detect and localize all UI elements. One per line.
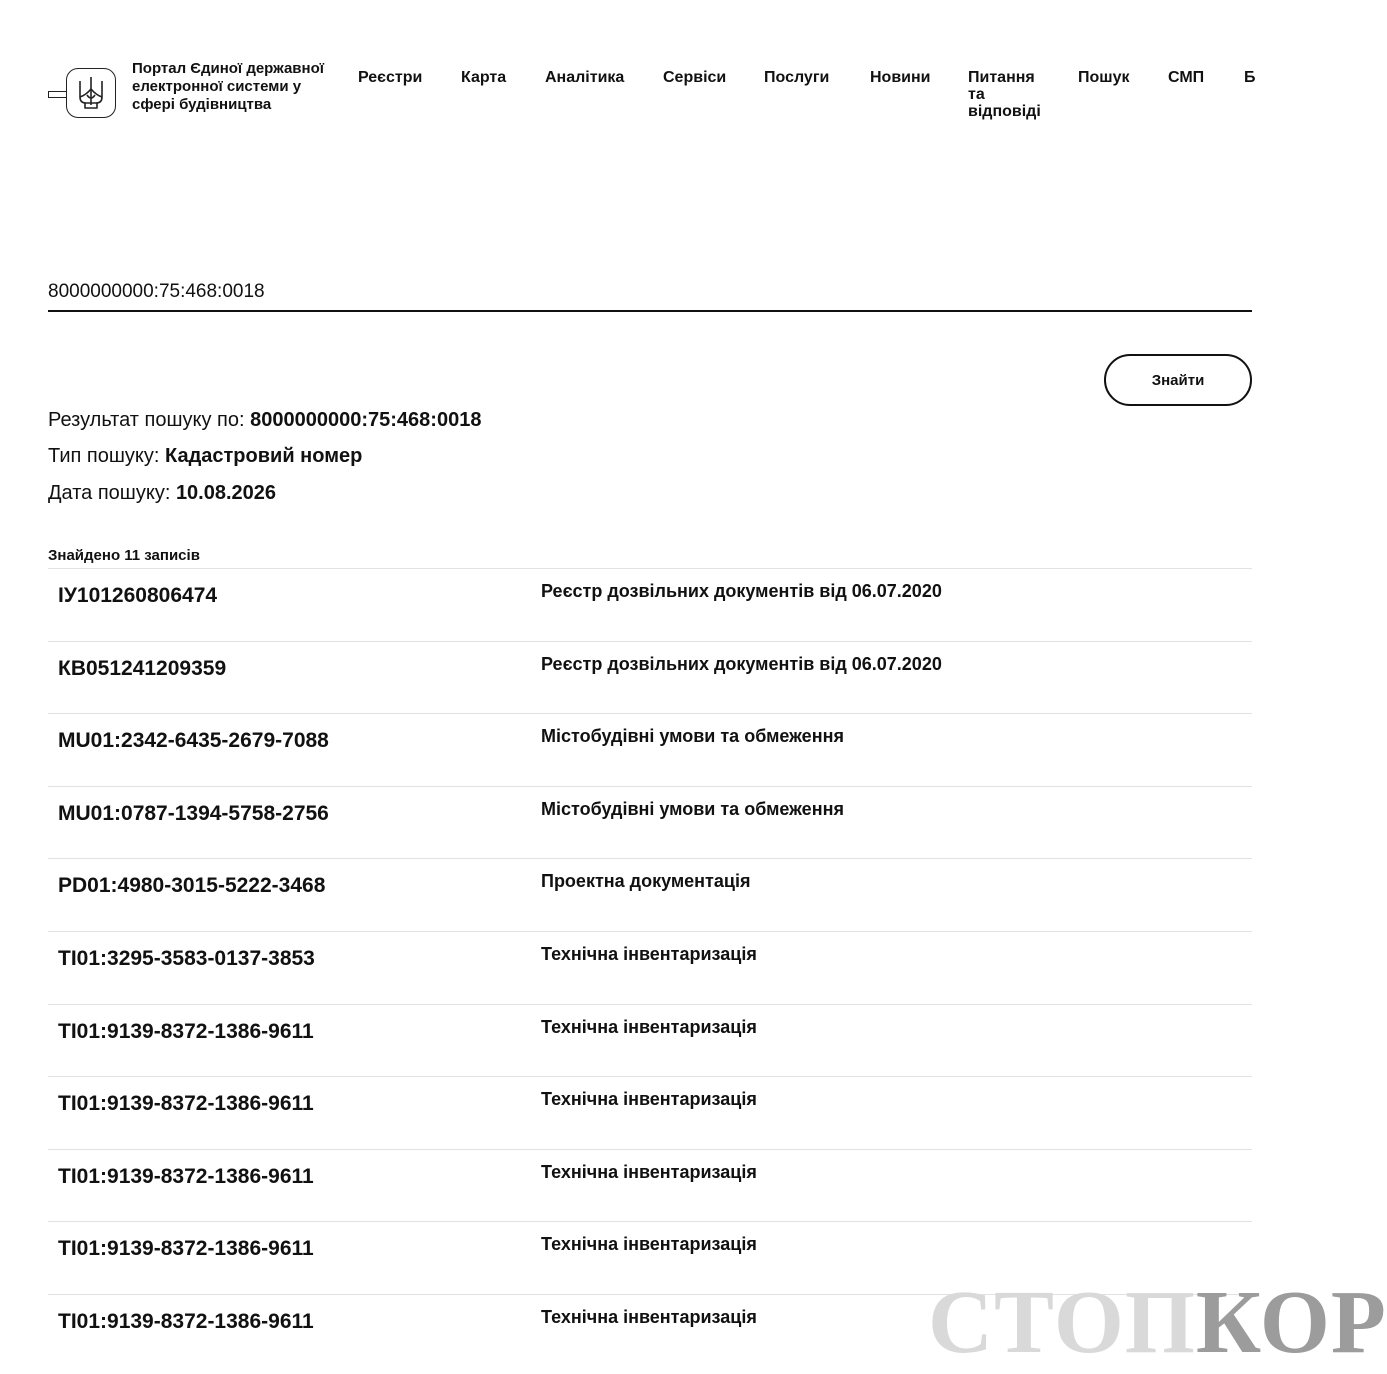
result-code[interactable]: MU01:0787-1394-5758-2756 bbox=[58, 801, 329, 825]
portal-name[interactable]: Портал Єдиної державної електронної системи у сфері будівництва bbox=[132, 60, 324, 113]
date-value: 10.08.2026 bbox=[175, 482, 277, 504]
result-label: Результат пошуку по: bbox=[48, 409, 245, 431]
result-registry: Технічна інвентаризація bbox=[541, 943, 757, 964]
result-code[interactable]: TI01:3295-3583-0137-3853 bbox=[58, 946, 315, 970]
watermark-part-2: КОР bbox=[1195, 1273, 1387, 1372]
result-registry: Містобудівні умови та обмеження bbox=[541, 798, 844, 819]
result-code[interactable]: MU01:2342-6435-2679-7088 bbox=[58, 729, 329, 753]
result-row[interactable] bbox=[48, 568, 1252, 641]
result-code[interactable]: TI01:9139-8372-1386-9611 bbox=[58, 1092, 314, 1116]
result-registry: Технічна інвентаризація bbox=[541, 1089, 757, 1110]
result-registry: Технічна інвентаризація bbox=[541, 1234, 757, 1255]
search-date-line bbox=[48, 481, 276, 505]
nav-item-map[interactable]: Карта bbox=[461, 69, 507, 86]
date-label: Дата пошуку: bbox=[48, 482, 171, 504]
nav-item-public-services[interactable]: Послуги bbox=[764, 69, 830, 86]
result-registry: Технічна інвентаризація bbox=[541, 1161, 757, 1182]
search-input[interactable] bbox=[48, 280, 1252, 312]
nav-item-search[interactable]: Пошук bbox=[1078, 69, 1130, 86]
nav-item-faq[interactable]: Питання та відповіді bbox=[968, 69, 1041, 120]
result-row[interactable] bbox=[48, 1004, 1252, 1077]
result-row[interactable] bbox=[48, 858, 1252, 931]
result-registry: Технічна інвентаризація bbox=[541, 1016, 757, 1037]
result-value: 8000000000:75:468:0018 bbox=[250, 409, 482, 431]
result-registry: Реєстр дозвільних документів від 06.07.2020 bbox=[541, 653, 942, 674]
logo-trident-icon[interactable] bbox=[66, 68, 116, 118]
nav-item-registries[interactable]: Реєстри bbox=[358, 69, 423, 86]
result-registry: Технічна інвентаризація bbox=[541, 1306, 757, 1327]
found-count: Знайдено 11 записів bbox=[48, 547, 200, 564]
result-row[interactable] bbox=[48, 1149, 1252, 1222]
logo-side-tab bbox=[48, 91, 66, 98]
search-type-line bbox=[48, 444, 362, 468]
result-row[interactable] bbox=[48, 931, 1252, 1004]
result-row[interactable] bbox=[48, 641, 1252, 714]
result-row[interactable] bbox=[48, 1076, 1252, 1149]
result-code[interactable]: PD01:4980-3015-5222-3468 bbox=[58, 874, 326, 898]
result-code[interactable]: TI01:9139-8372-1386-9611 bbox=[58, 1237, 314, 1261]
nav-item-news[interactable]: Новини bbox=[870, 69, 931, 86]
nav-item-smp[interactable]: СМП bbox=[1168, 69, 1205, 86]
nav-item-analytics[interactable]: Аналітика bbox=[545, 69, 625, 86]
result-code[interactable]: ІУ101260806474 bbox=[58, 584, 218, 607]
nav-item-truncated[interactable]: Б bbox=[1244, 69, 1256, 86]
trident-icon bbox=[76, 75, 106, 111]
result-code[interactable]: КВ051241209359 bbox=[58, 656, 227, 680]
result-registry: Проектна документація bbox=[541, 871, 751, 892]
result-registry: Реєстр дозвільних документів від 06.07.2020 bbox=[541, 581, 942, 601]
watermark-logo bbox=[928, 1273, 1387, 1372]
result-row[interactable] bbox=[48, 713, 1252, 786]
result-code[interactable]: TI01:9139-8372-1386-9611 bbox=[58, 1019, 314, 1043]
results-list bbox=[48, 568, 1252, 1367]
nav-item-services[interactable]: Сервіси bbox=[663, 69, 727, 86]
type-label: Тип пошуку: bbox=[48, 445, 160, 467]
result-row[interactable] bbox=[48, 786, 1252, 859]
search-button[interactable]: Знайти bbox=[1104, 354, 1252, 406]
type-value: Кадастровий номер bbox=[165, 445, 363, 467]
search-result-line bbox=[48, 408, 481, 432]
result-code[interactable]: TI01:9139-8372-1386-9611 bbox=[58, 1309, 314, 1333]
watermark-part-1: СТОП bbox=[928, 1273, 1196, 1372]
result-registry: Містобудівні умови та обмеження bbox=[541, 726, 844, 747]
result-code[interactable]: TI01:9139-8372-1386-9611 bbox=[58, 1164, 314, 1188]
site-header bbox=[48, 58, 1256, 138]
